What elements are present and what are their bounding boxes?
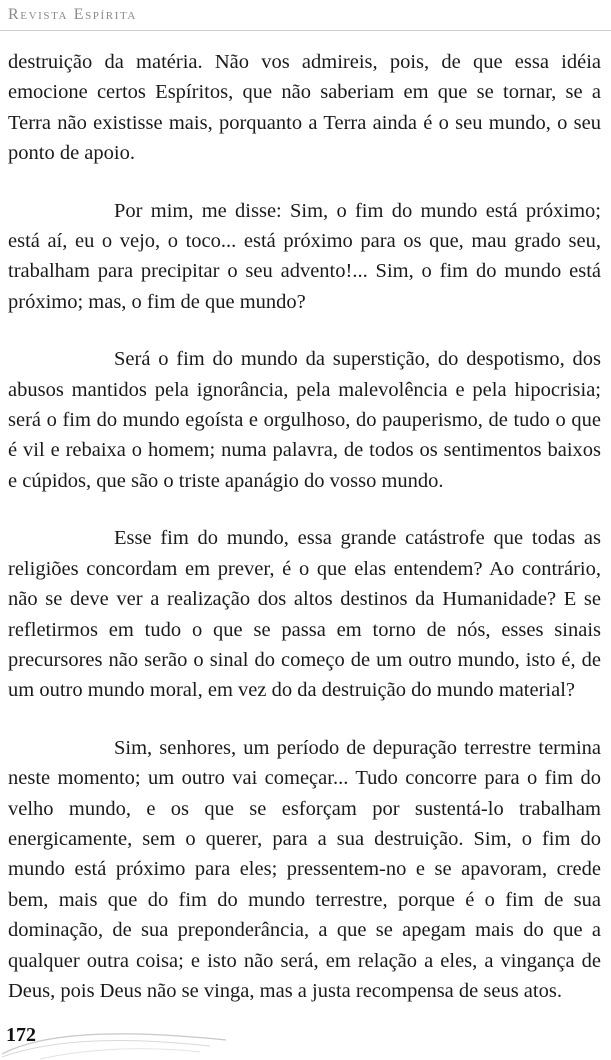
running-head-title: Revista Espírita: [8, 6, 137, 23]
paragraph-5: Sim, senhores, um período de depuração terrestre termina neste momento; um outro vai começar... Tudo concorre para o fim do velho mundo, e os que se esforçam por sustentá-lo trabalham energicamente, sem o querer, para a sua destruição. Sim, o fim do mundo está próximo para eles; pressentem-no e se apavoram, crede bem, mais que do fim do mundo terrestre, porque é o fim de sua dominação, de sua preponderância, a que se apegam mais do que a qualquer outra coisa; e isto não será, em relação a eles, a vingança de Deus, pois Deus não se vinga, mas a justa recompensa de seus atos.: [8, 736, 601, 1002]
page-body: [8, 47, 601, 1033]
header-divider: [0, 30, 611, 31]
paragraph-4: Esse fim do mundo, essa grande catástrofe que todas as religiões concordam em prever, é o que elas entendem? Ao contrário, não se deve ver a realização dos altos destinos da Humanidade? E se refletirmos em tudo o que se passa em torno de nós, esses sinais precursores não serão o sinal do começo de um outro mundo, isto é, de um outro mundo moral, em vez do da destruição do mundo material?: [8, 527, 601, 702]
paragraph-3: Será o fim do mundo da superstição, do despotismo, dos abusos mantidos pela ignorância, pela malevolência e pela hipocrisia; será o fim do mundo egoísta e orgulhoso, do pauperismo, de tudo o que é vil e rebaixa o homem; numa palavra, de todos os sentimentos baixos e cúpidos, que são o triste apanágio do vosso mundo.: [8, 348, 601, 492]
paragraph-2: Por mim, me disse: Sim, o fim do mundo está próximo; está aí, eu o vejo, o toco... está próximo para os que, mau grado seu, trabalham para precipitar o seu advento!... Sim, o fim do mundo está próximo; mas, o fim de que mundo?: [8, 199, 601, 313]
paragraph-1: destruição da matéria. Não vos admireis, pois, de que essa idéia emocione certos Espíritos, que não saberiam em que se tornar, se a Terra não existisse mais, porquanto a Terra ainda é o seu mundo, o seu ponto de apoio.: [8, 51, 601, 165]
page-number: 172: [6, 1024, 36, 1046]
